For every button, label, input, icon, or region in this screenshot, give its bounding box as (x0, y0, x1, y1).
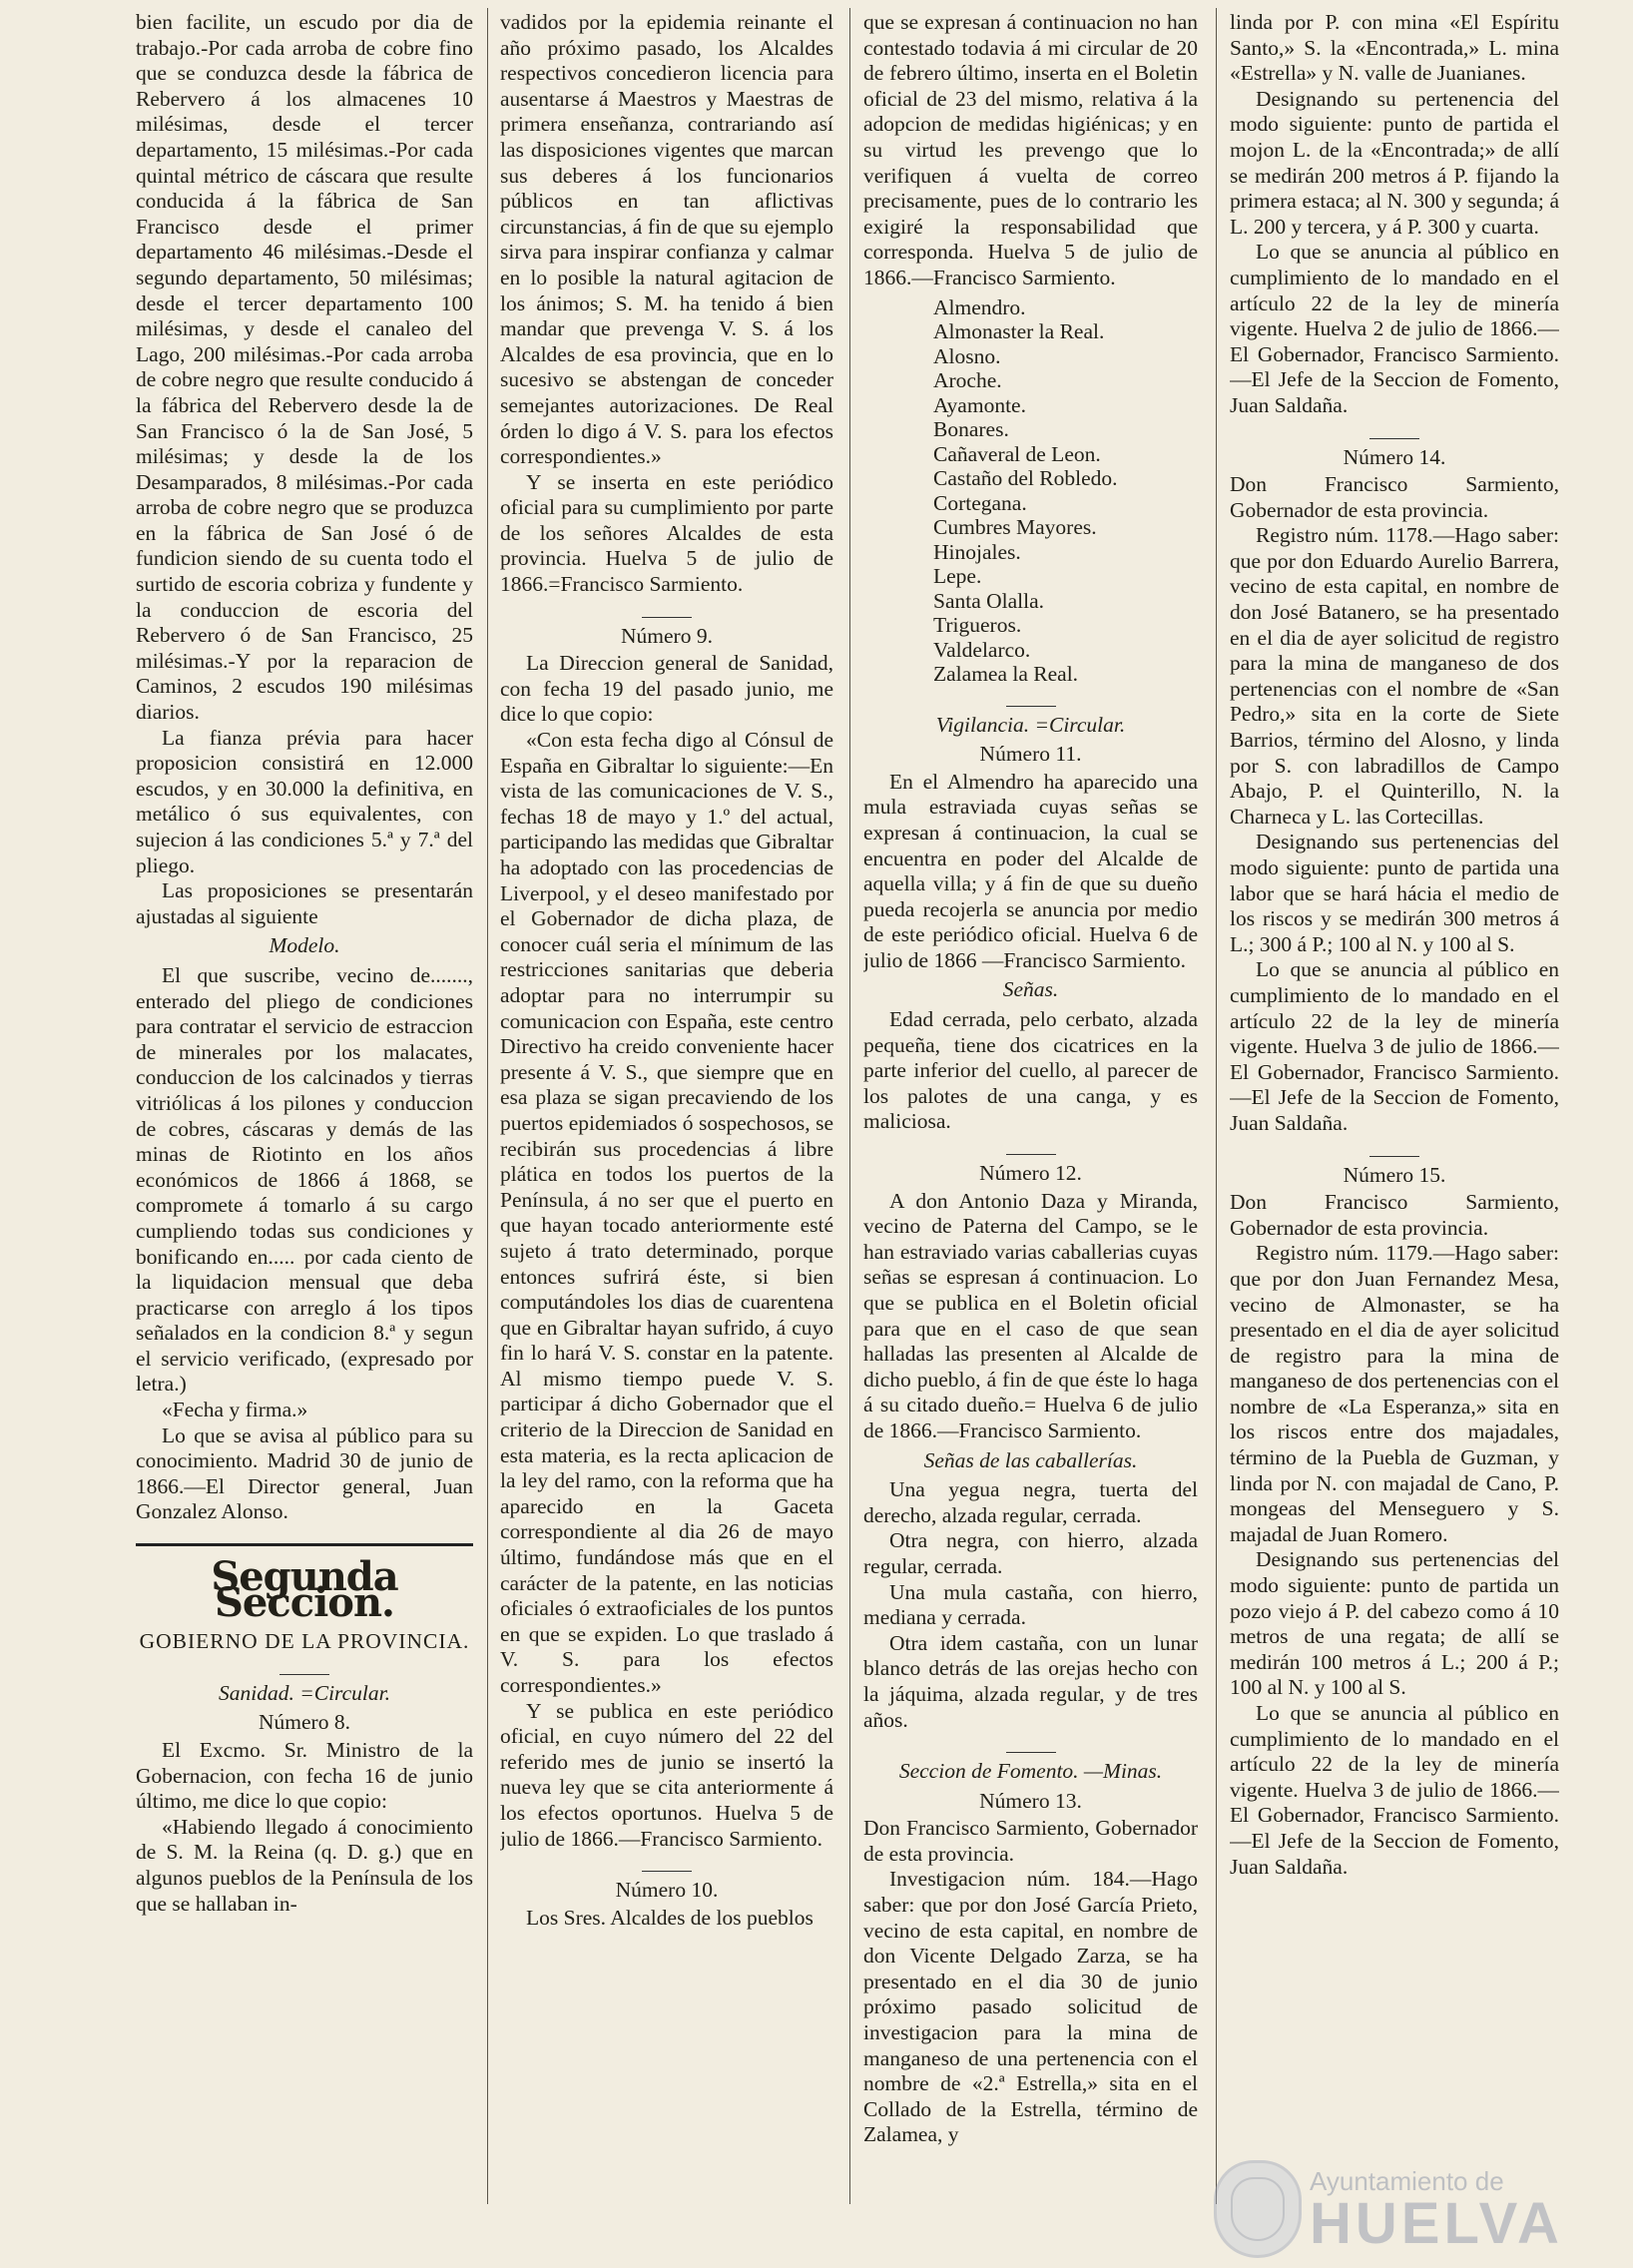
separator (1230, 425, 1559, 439)
paragraph: Lo que se anuncia al público en cumplimiento de lo mandado en el artículo 22 de la ley de minería vigente. Huelva 2 de julio de 1866.—El Gobernador, Francisco Sarmiento.—El Jefe de la Seccion de Fomento, Juan Saldaña. (1230, 240, 1559, 417)
list-item: Castaño del Robledo. (933, 466, 1118, 491)
paragraph: Don Francisco Sarmiento, Gobernador de esta provincia. (1230, 472, 1559, 522)
list-item: Hinojales. (933, 539, 1021, 564)
list-item: Ayamonte. (933, 392, 1026, 417)
column-1 (136, 10, 473, 2256)
separator (1230, 1143, 1559, 1157)
paragraph: «Fecha y firma.» (162, 1398, 308, 1422)
list-item: Aroche. (933, 368, 1002, 393)
item-number: Número 9. (621, 623, 713, 648)
section-title: Segunda Seccion. (136, 1543, 473, 1615)
column-4 (1230, 10, 1559, 2256)
paragraph: que se expresan á continuacion no han contestado todavia á mi circular de 20 de febrero último, inserta en el Boletin oficial de 23 del mismo, relativa á la adopcion de medidas higiénicas; y en su virtud les prevengo que lo verifiquen á vuelta de correo precisamente, pues de lo contrario les exigiré la responsabilidad que corresponda. Huelva 5 de julio de 1866.—Francisco Sarmiento. (863, 10, 1198, 289)
list-item: Cortegana. (933, 490, 1027, 515)
item-number: Número 13. (979, 1788, 1082, 1813)
watermark (1214, 2156, 1593, 2256)
separator (863, 1141, 1198, 1155)
list-item: Trigueros. (933, 613, 1022, 638)
column-3 (863, 10, 1198, 2256)
separator (500, 604, 833, 618)
paragraph: Una mula castaña, con hierro, mediana y cerrada. (863, 1579, 1198, 1630)
list-item: Zalamea la Real. (933, 662, 1079, 687)
column-rule (849, 8, 850, 2204)
city-seal-icon (1214, 2160, 1302, 2258)
paragraph: El que suscribe, vecino de......., enterado del pliego de condiciones para contratar el servicio de estraccion de minerales por los malacates, conduccion de los calcinados y tierras vitriólicas á los pilones y conduccion de cobres, cáscaras y demás de las minas de Riotinto en los años económicos de 1866 á 1868, se compromete á tomarlo á su cargo cumpliendo todas sus condiciones y bonificando en..... por cada ciento de la liquidacion mensual que deba practicarse con arreglo á los tipos señalados en la condicion 8.ª y segun el servicio verificado, (expresado por letra.) (136, 962, 473, 1397)
paragraph: Lo que se avisa al público para su conocimiento. Madrid 30 de junio de 1866.—El Director general, Juan Gonzalez Alonso. (136, 1422, 473, 1524)
list-item: Valdelarco. (933, 637, 1031, 662)
paragraph: Don Francisco Sarmiento, Gobernador de esta provincia. (863, 1816, 1198, 1866)
column-rule (1216, 8, 1217, 2204)
paragraph: linda por P. con mina «El Espíritu Santo,» S. la «Encontrada,» L. mina «Estrella» y N. valle de Juanianes. (1230, 10, 1559, 86)
heading-gobierno: GOBIERNO DE LA PROVINCIA. (139, 1629, 470, 1654)
paragraph: A don Antonio Daza y Miranda, vecino de Paterna del Campo, se le han estraviado varias caballerias cuyas señas se espresan á continuacion. Lo que se publica en el Boletin oficial para que en el caso de que sean halladas las presenten al Alcalde de dicho pueblo, á fin de que éste lo haga á su citado dueño.= Huelva 6 de julio de 1866.—Francisco Sarmiento. (863, 1188, 1198, 1442)
item-number: Número 11. (979, 742, 1082, 767)
subheading-vigilancia: Vigilancia. =Circular. (935, 712, 1126, 737)
paragraph: Y se publica en este periódico oficial, en cuyo número del 22 del referido mes de junio se insertó la nueva ley que se cita anteriormente á los efectos oportunos. Huelva 5 de julio de 1866.—Francisco Sarmiento. (500, 1698, 833, 1851)
subheading-fomento: Seccion de Fomento. —Minas. (898, 1759, 1163, 1784)
list-item: Almendro. (933, 294, 1026, 319)
paragraph: Otra negra, con hierro, alzada regular, cerrada. (863, 1528, 1198, 1578)
separator (500, 1858, 833, 1872)
list-item: Alosno. (933, 343, 1001, 368)
item-number: Número 8. (259, 1710, 350, 1735)
paragraph: Designando sus pertenencias del modo siguiente: punto de partida un pozo viejo á P. del cabezo como á 10 metros de una regata; de allí se medirán 100 metros á L.; 200 á P.; 100 al N. y 100 al S. (1230, 1547, 1559, 1700)
subheading-sanidad: Sanidad. =Circular. (219, 1680, 390, 1705)
paragraph: vadidos por la epidemia reinante el año próximo pasado, los Alcaldes respectivos concedieron licencia para ausentarse á Maestros y Maestras de primera enseñanza, contrariando así las disposiciones vigentes que marcan sus deberes á los funcionarios públicos en tan aflictivas circunstancias, á fin de que su ejemplo sirva para inspirar confianza y calmar en lo posible la natural agitacion de los ánimos; S. M. ha tenido á bien mandar que prevenga V. S. á los Alcaldes de esa provincia, que en lo sucesivo se abstengan de conceder semejantes autorizaciones. De Real órden lo digo á V. S. para los efectos correspondientes.» (500, 10, 833, 469)
paragraph: Lo que se anuncia al público en cumplimiento de lo mandado en el artículo 22 de la ley de minería vigente. Huelva 3 de julio de 1866.—El Gobernador, Francisco Sarmiento.—El Jefe de la Seccion de Fomento, Juan Saldaña. (1230, 1701, 1559, 1879)
town-list (933, 295, 1198, 687)
paragraph: Otra idem castaña, con un lunar blanco detrás de las orejas hecho con la jáquima, alzada regular, y de tres años. (863, 1630, 1198, 1732)
item-number: Número 15. (1343, 1162, 1446, 1187)
paragraph: bien facilite, un escudo por dia de trabajo.-Por cada arroba de cobre fino que se conduzca desde la fábrica de Rebervero á los almacenes 10 milésimas, desde el tercer departamento, 15 milésimas.-Por cada quintal métrico de cáscara que resulte conducida á la fábrica de San Francisco desde el primer departamento 46 milésimas.-Desde el segundo departamento, 50 milésimas; desde el tercer departamento 100 milésimas, y desde el canaleo del Lago, 200 milésimas.-Por cada arroba de cobre negro que resulte conducido á la fábrica del Rebervero desde la de San Francisco ó la de San José, 5 milésimas; y desde la de los Desamparados, 8 milésimas.-Por cada arroba de cobre negro que se produzca en la fábrica de San José ó de fundicion siendo de su cuenta todo el surtido de escoria cobriza y fundente y la conduccion de escoria del Rebervero ó de San Francisco, 25 milésimas.-Y por la reparacion de Caminos, 2 escudos 190 milésimas diarios. (136, 10, 473, 725)
paragraph: Lo que se anuncia al público en cumplimiento de lo mandado en el artículo 22 de la ley de minería vigente. Huelva 3 de julio de 1866.—El Gobernador, Francisco Sarmiento.—El Jefe de la Seccion de Fomento, Juan Saldaña. (1230, 957, 1559, 1135)
paragraph: Edad cerrada, pelo cerbato, alzada pequeña, tiene dos cicatrices en la parte inferior del cuello, al parecer de los palotes de una canga, y es maliciosa. (863, 1007, 1198, 1134)
item-number: Número 14. (1343, 444, 1446, 469)
paragraph: Registro núm. 1179.—Hago saber: que por don Juan Fernandez Mesa, vecino de Almonaster, se ha presentado en el dia de ayer solicitud de registro para la mina de manganeso de dos pertenencias con el nombre de «La Esperanza,» sita en los riscos entre dos majadales, término de la Puebla de Guzman, y linda por N. con majadal de Cano, P. mongeas del Menseguero y S. majadal de Juan Romero. (1230, 1241, 1559, 1546)
list-item: Santa Olalla. (933, 588, 1045, 613)
paragraph: Designando sus pertenencias del modo siguiente: punto de partida una labor que se hará hácia el medio de los riscos y se medirán 300 metros á L.; 300 á P.; 100 al N. y 100 al S. (1230, 830, 1559, 956)
paragraph: Una yegua negra, tuerta del derecho, alzada regular, cerrada. (863, 1477, 1198, 1527)
column-rule (487, 8, 488, 2204)
paragraph: El Excmo. Sr. Ministro de la Gobernacion, con fecha 16 de junio último, me dice lo que copio: (136, 1738, 473, 1814)
paragraph: «Con esta fecha digo al Cónsul de España en Gibraltar lo siguiente:—En vista de las comunicaciones de V. S., fechas 18 de mayo y 1.º del actual, participando las medidas que Gibraltar ha adoptado con las procedencias de Liverpool, y el deseo manifestado por el Gobernador de dicha plaza, de conocer cuál seria el mínimum de las restricciones sanitarias que deberia adoptar para no interrumpir su comunicacion con España, este centro Directivo ha creido conveniente hacer presente á V. S., que siempre que en esa plaza se sigan precaviendo de los puertos epidemiados ó sospechosos, se recibirán sus procedencias á libre plática en todos los puertos de la Península, á no ser que el puerto en que hayan tocado anteriormente esté sujeto á trato determinado, porque entonces sufrirá éste, si bien computándoles los dias de cuarentena que en Gibraltar hayan sufrido, á cuyo fin lo hará V. S. constar en la patente. Al mismo tiempo puede V. S. participar á dicho Gobernador que el criterio de la Direccion de Sanidad en esta materia, es la recta aplicacion de la ley del ramo, con la reforma que ha aparecido en la Gaceta correspondiente al dia 26 de mayo último, fundándose más que en el carácter de la patente, en las noticias oficiales ó extraoficiales de los puntos en que se expiden. Lo que traslado á V. S. para los efectos correspondientes.» (500, 728, 833, 1697)
paragraph: En el Almendro ha aparecido una mula estraviada cuyas señas se expresan á continuacion, la cual se encuentra en poder del Alcalde de aquella villa; y á fin de que su dueño pueda recojerla se anuncia por medio de este periódico oficial. Huelva 6 de julio de 1866 —Francisco Sarmiento. (863, 769, 1198, 972)
separator (136, 1661, 473, 1675)
subheading-senas: Señas. (1002, 977, 1059, 1002)
item-number: Número 10. (615, 1878, 719, 1903)
paragraph: Los Sres. Alcaldes de los pueblos (526, 1905, 814, 1930)
paragraph: Don Francisco Sarmiento, Gobernador de esta provincia. (1230, 1190, 1559, 1240)
paragraph: Registro núm. 1178.—Hago saber: que por don Eduardo Aurelio Barrera, vecino de esta capital, en nombre de don José Batanero, se ha presentado en el dia de ayer solicitud de registro para la mina de manganeso de dos pertenencias con el nombre de «San Pedro,» sita en la corte de Siete Barrios, término del Alosno, y linda por S. con labradillos de Campo Abajo, P. el Quinterillo, N. la Charneca y L. las Cortecillas. (1230, 523, 1559, 829)
separator (863, 1739, 1198, 1753)
column-2 (500, 10, 833, 2256)
list-item: Almonaster la Real. (933, 319, 1105, 344)
paragraph: Y se inserta en este periódico oficial para su cumplimiento por parte de los señores Alcaldes de esta provincia. Huelva 5 de julio de 1866.=Francisco Sarmiento. (500, 469, 833, 597)
separator (863, 693, 1198, 707)
item-number: Número 12. (979, 1161, 1082, 1186)
paragraph: «Habiendo llegado á conocimiento de S. M. la Reina (q. D. g.) que en algunos pueblos de la Península de los que se hallaban in- (136, 1814, 473, 1916)
list-item: Lepe. (933, 564, 982, 589)
watermark-line-1: Ayuntamiento de (1310, 2166, 1504, 2196)
paragraph: La fianza prévia para hacer proposicion consistirá en 12.000 escudos, y en 30.000 la definitiva, en metálico ó sus equivalentes, con sujecion á las condiciones 5.ª y 7.ª del pliego. (136, 725, 473, 877)
paragraph: Investigacion núm. 184.—Hago saber: que por don José García Prieto, vecino de esta capital, en nombre de don Vicente Delgado Zarza, se ha presentado en el dia 30 de junio próximo pasado solicitud de investigacion para la mina de manganeso de una pertenencia con el nombre de «2.ª Estrella,» sita en el Collado de la Estrella, término de Zalamea, y (863, 1867, 1198, 2147)
list-item: Bonares. (933, 417, 1009, 442)
paragraph: La Direccion general de Sanidad, con fecha 19 del pasado junio, me dice lo que copio: (500, 651, 833, 727)
list-item: Cañaveral de Leon. (933, 441, 1101, 466)
list-item: Cumbres Mayores. (933, 515, 1097, 540)
subheading-modelo: Modelo. (269, 933, 340, 958)
paragraph: Las proposiciones se presentarán ajustadas al siguiente (136, 878, 473, 928)
watermark-line-2: HUELVA (1310, 2191, 1563, 2256)
paragraph: Designando su pertenencia del modo siguiente: punto de partida el mojon L. de la «Encontrada;» de allí se medirán 200 metros á P. fijando la primera estaca; al N. 300 y segunda; á L. 200 y tercera, y á P. 300 y cuarta. (1230, 86, 1559, 239)
subheading-senas-caballerias: Señas de las caballerías. (923, 1447, 1138, 1472)
